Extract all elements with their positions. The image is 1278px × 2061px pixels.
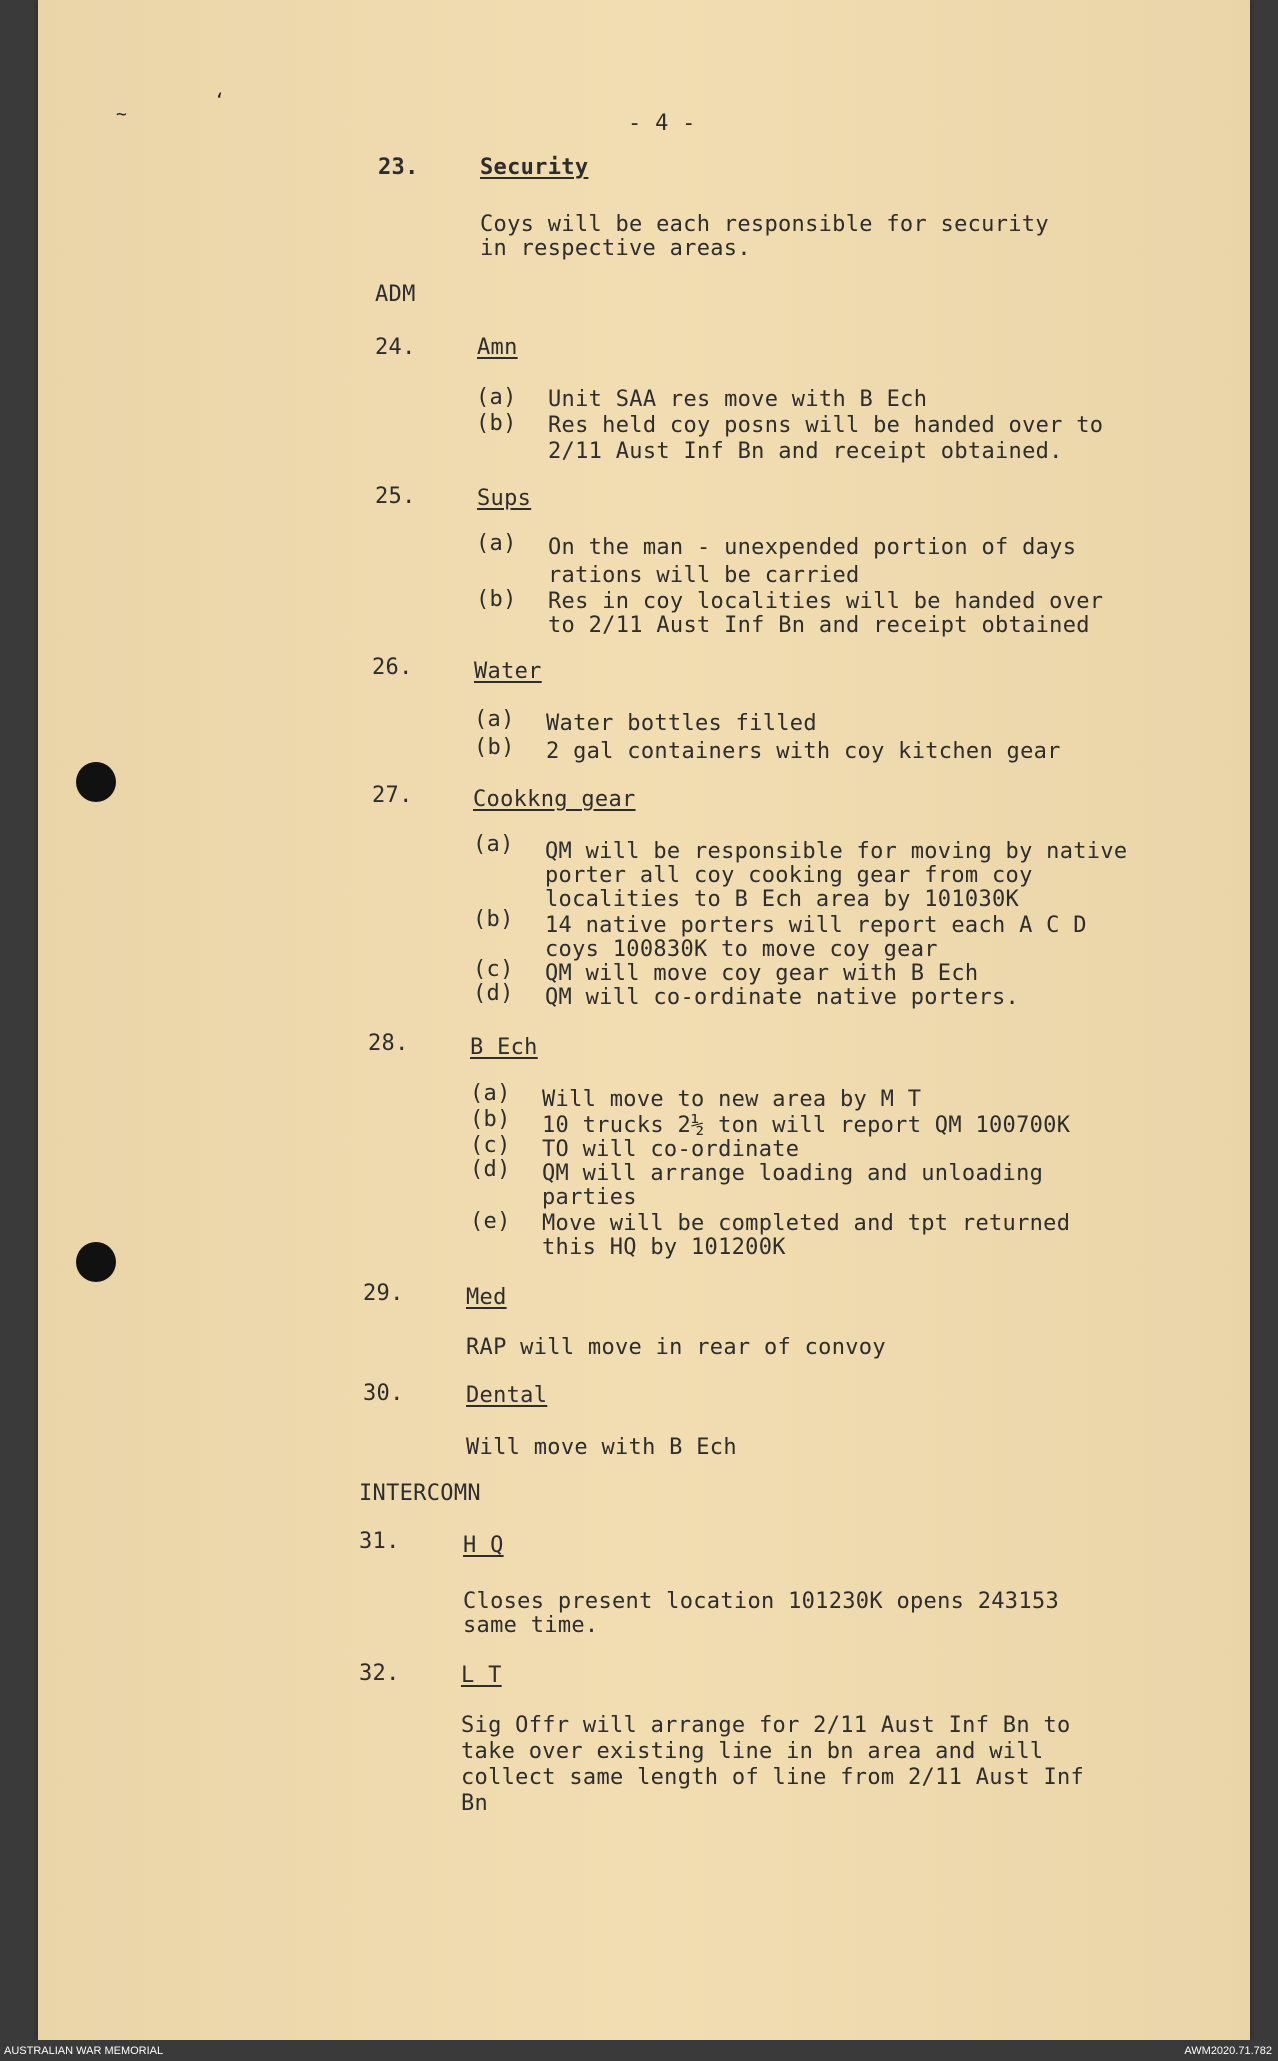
section-number: 25.: [375, 484, 416, 509]
section-text: Bn: [461, 1791, 489, 1816]
item-text: QM will arrange loading and unloading: [542, 1161, 1044, 1186]
item-text: QM will co-ordinate native porters.: [545, 985, 1020, 1010]
section-text: in respective areas.: [480, 236, 751, 261]
section-heading: L T: [461, 1663, 502, 1688]
item-label: (b): [473, 907, 514, 932]
ink-mark: ~: [116, 104, 127, 125]
section-heading: H Q: [463, 1533, 504, 1558]
item-text: 14 native porters will report each A C D: [545, 913, 1087, 938]
section-heading: Amn: [477, 335, 518, 360]
item-label: (b): [476, 411, 517, 436]
item-text: rations will be carried: [548, 563, 860, 588]
item-text: TO will co-ordinate: [542, 1137, 800, 1162]
section-heading: Water: [474, 659, 542, 684]
section-text: same time.: [463, 1613, 599, 1638]
section-number: 26.: [372, 655, 413, 680]
section-text: Closes present location 101230K opens 243153: [463, 1589, 1059, 1614]
item-label: (c): [470, 1133, 511, 1158]
section-number: 28.: [368, 1031, 409, 1056]
item-text: Will move to new area by M T: [542, 1087, 922, 1112]
document-page: [38, 0, 1250, 2040]
part-heading: ADM: [375, 282, 416, 307]
part-heading: INTERCOMN: [359, 1481, 481, 1506]
section-heading: Med: [466, 1285, 507, 1310]
item-text: porter all coy cooking gear from coy: [545, 863, 1033, 888]
item-label: (e): [470, 1209, 511, 1234]
item-label: (a): [476, 531, 517, 556]
item-label: (d): [470, 1157, 511, 1182]
item-text: to 2/11 Aust Inf Bn and receipt obtained: [548, 613, 1090, 638]
item-label: (b): [470, 1107, 511, 1132]
section-text: take over existing line in bn area and will: [461, 1739, 1044, 1764]
item-text: Res held coy posns will be handed over to: [548, 413, 1104, 438]
item-text: Water bottles filled: [546, 711, 817, 736]
section-text: Will move with B Ech: [466, 1435, 737, 1460]
footer-institution: AUSTRALIAN WAR MEMORIAL: [4, 2045, 164, 2057]
item-text: On the man - unexpended portion of days: [548, 535, 1077, 560]
punch-hole: [76, 762, 116, 802]
item-label: (a): [476, 385, 517, 410]
section-number: 32.: [359, 1661, 400, 1686]
section-text: collect same length of line from 2/11 Aust Inf: [461, 1765, 1085, 1790]
section-heading: Security: [480, 155, 589, 180]
item-label: (b): [474, 735, 515, 760]
section-heading: Dental: [466, 1383, 548, 1408]
section-heading: B Ech: [470, 1035, 538, 1060]
item-text: QM will move coy gear with B Ech: [545, 961, 979, 986]
item-text: localities to B Ech area by 101030K: [545, 887, 1020, 912]
section-text: Coys will be each responsible for security: [480, 212, 1049, 237]
section-text: Sig Offr will arrange for 2/11 Aust Inf Bn to: [461, 1713, 1071, 1738]
item-text: Move will be completed and tpt returned: [542, 1211, 1071, 1236]
item-label: (c): [473, 957, 514, 982]
ink-mark: ‘: [214, 90, 225, 111]
item-label: (a): [473, 832, 514, 857]
item-label: (a): [474, 707, 515, 732]
section-number: 31.: [359, 1529, 400, 1554]
section-number: 29.: [363, 1281, 404, 1306]
item-text: QM will be responsible for moving by native: [545, 839, 1128, 864]
item-label: (b): [476, 587, 517, 612]
archive-footer: [0, 2040, 1278, 2061]
punch-hole: [76, 1242, 116, 1282]
section-heading: Sups: [477, 486, 532, 511]
section-number: 24.: [375, 335, 416, 360]
item-text: 10 trucks 2½ ton will report QM 100700K: [542, 1113, 1071, 1138]
section-number: 27.: [372, 783, 413, 808]
item-text: coys 100830K to move coy gear: [545, 937, 938, 962]
item-text: this HQ by 101200K: [542, 1235, 786, 1260]
item-text: 2/11 Aust Inf Bn and receipt obtained.: [548, 439, 1063, 464]
item-text: Unit SAA res move with B Ech: [548, 387, 928, 412]
footer-accession-number: AWM2020.71.782: [1184, 2045, 1272, 2057]
item-label: (d): [473, 981, 514, 1006]
page-number: - 4 -: [628, 111, 696, 136]
section-text: RAP will move in rear of convoy: [466, 1335, 886, 1360]
section-number: 30.: [363, 1381, 404, 1406]
item-text: 2 gal containers with coy kitchen gear: [546, 739, 1061, 764]
item-label: (a): [470, 1081, 511, 1106]
item-text: parties: [542, 1185, 637, 1210]
item-text: Res in coy localities will be handed over: [548, 589, 1104, 614]
section-number: 23.: [378, 155, 419, 180]
section-heading: Cookkng gear: [473, 787, 636, 812]
